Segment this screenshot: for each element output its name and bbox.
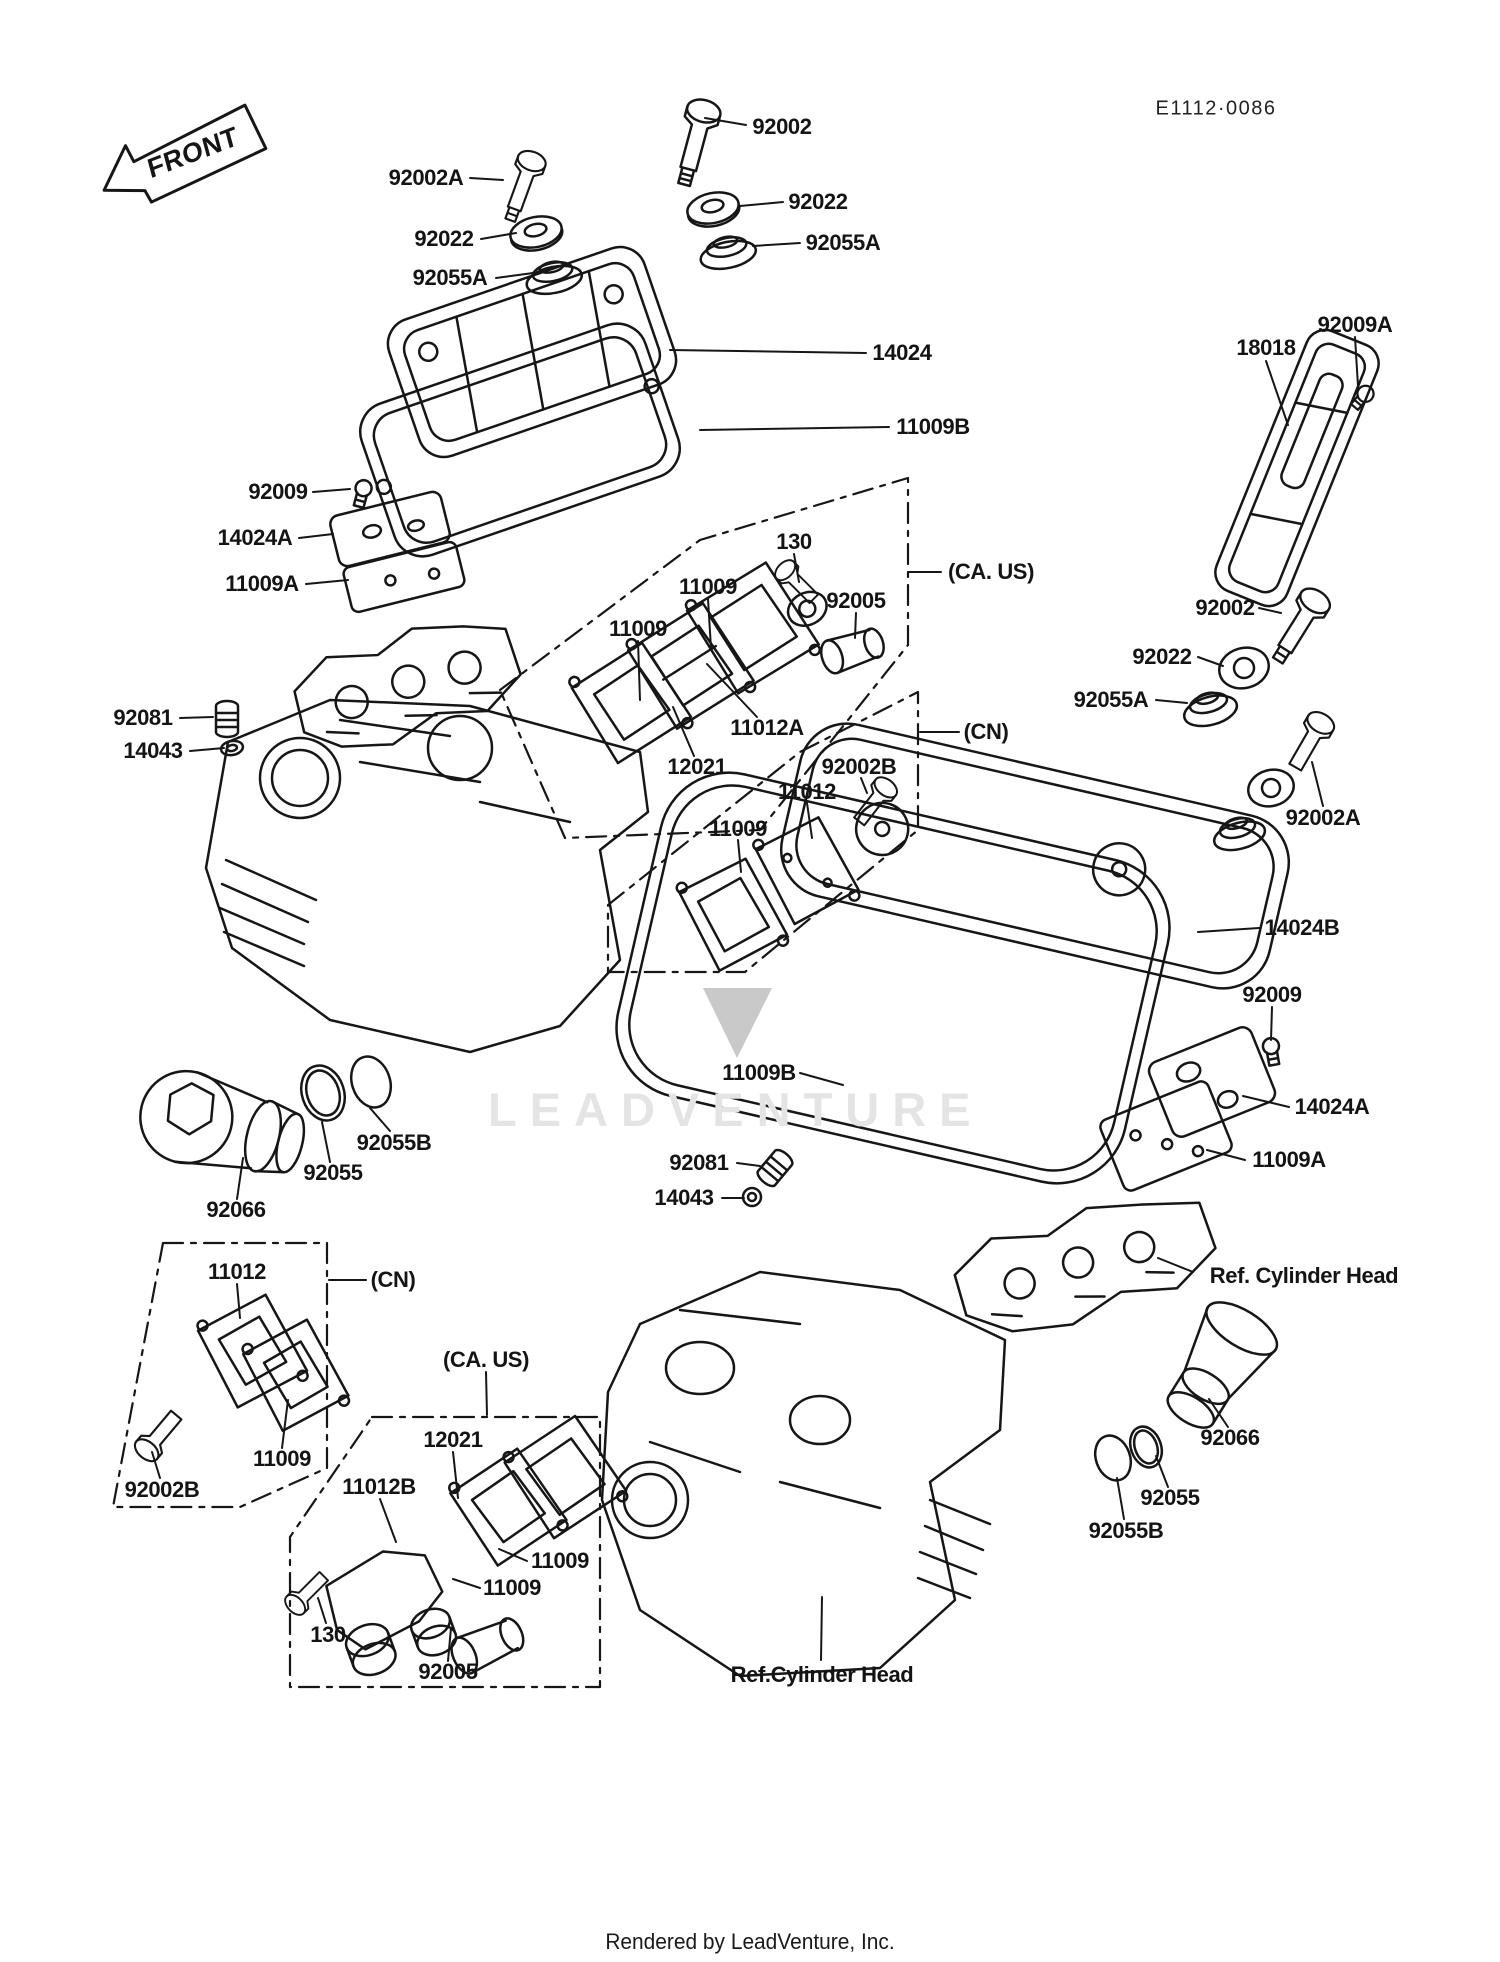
part-label-92005-bottom: 92005: [418, 1659, 478, 1684]
region-box-ca-us-top: [500, 478, 908, 838]
part-label-92055-left: 92055: [303, 1160, 363, 1185]
gasket-11009A-right: [1098, 1079, 1234, 1193]
part-label-92055A-right: 92055A: [1073, 687, 1149, 712]
part-label-130-bottom: 130: [310, 1622, 346, 1647]
front-label: FRONT: [144, 120, 242, 185]
part-label-92081-center: 92081: [669, 1150, 729, 1175]
washer-92022-topcenter: [684, 188, 742, 231]
part-label-11012-top: 11012: [778, 779, 836, 804]
part-label-ref-cylinder-head-bottom: Ref.Cylinder Head: [730, 1662, 914, 1687]
part-label-12021-bottom: 12021: [423, 1427, 483, 1452]
part-label-12021-top: 12021: [667, 754, 727, 779]
part-label-cn-botleft: (CN): [370, 1267, 416, 1292]
part-label-92066-right: 92066: [1200, 1425, 1260, 1450]
part-label-92022-right: 92022: [1132, 644, 1192, 669]
part-label-11009-cn-top: 11009: [709, 816, 767, 841]
part-label-11009-reed-left: 11009: [609, 616, 667, 641]
part-label-92002-top: 92002: [752, 114, 812, 139]
part-label-14024A-right: 14024A: [1294, 1094, 1370, 1119]
bolt-92002A-topleft: [497, 147, 549, 225]
bolt-130-top: [771, 556, 822, 607]
screw-92009-left: [351, 478, 373, 508]
part-label-130-top: 130: [776, 529, 812, 554]
part-label-92009-right: 92009: [1242, 982, 1302, 1007]
washer-92022-right: [1215, 642, 1274, 694]
part-label-14024A-left: 14024A: [217, 525, 293, 550]
grommet-92055A-topleft: [523, 256, 584, 298]
cylinder-head-front: [206, 700, 648, 1052]
part-label-14024B: 14024B: [1264, 915, 1340, 940]
plate-11012-cn-top: [752, 812, 862, 929]
part-label-92009A: 92009A: [1317, 312, 1393, 337]
part-label-11009B-center: 11009B: [722, 1060, 796, 1085]
spring-92081-left: [216, 701, 238, 737]
part-label-92081-left: 92081: [113, 705, 173, 730]
part-label-92055A-topcenter: 92055A: [805, 230, 881, 255]
watermark-logo-icon: [703, 988, 772, 1058]
part-label-11009-reed-upper: 11009: [679, 574, 737, 599]
part-label-11012B: 11012B: [342, 1474, 416, 1499]
watermark: LEADVENTURE: [488, 1083, 984, 1136]
part-label-11009-botleft: 11009: [253, 1446, 311, 1471]
part-label-11012A: 11012A: [730, 715, 804, 740]
grommet-92055A-right: [1180, 686, 1240, 731]
bolt-92002-right: [1264, 583, 1334, 669]
part-label-11009-bot-right: 11009: [531, 1548, 589, 1573]
leader-lines: [152, 118, 1358, 1661]
part-label-92002B-botleft: 92002B: [124, 1477, 200, 1502]
o-ring-92055-left: [294, 1060, 351, 1126]
part-label-ca-us-top: (CA. US): [947, 559, 1035, 584]
reed-holder-11012A: [683, 545, 845, 698]
bolt-92002-top: [668, 96, 723, 189]
part-label-11009A-right: 11009A: [1252, 1147, 1326, 1172]
part-label-11009-bot-lower: 11009: [483, 1575, 541, 1600]
part-label-92005-top: 92005: [826, 588, 886, 613]
part-label-ref-cylinder-head-right: Ref. Cylinder Head: [1209, 1263, 1399, 1288]
part-label-14043-left: 14043: [123, 738, 183, 763]
part-label-92002A-topleft: 92002A: [388, 165, 464, 190]
bolt-92002B-botleft: [131, 1406, 187, 1465]
gasket-11009-botleft: [240, 1316, 351, 1434]
cover-gasket-11009B-top: [351, 316, 688, 565]
part-label-92002A-right: 92002A: [1285, 805, 1361, 830]
part-label-92055-right: 92055: [1140, 1485, 1200, 1510]
fiche-code: E1112·0086: [1155, 97, 1277, 120]
part-label-11012-botleft: 11012: [208, 1259, 266, 1284]
part-label-92055B-right: 92055B: [1088, 1518, 1164, 1543]
part-label-92055A-topleft: 92055A: [412, 265, 488, 290]
part-label-18018: 18018: [1236, 335, 1296, 360]
part-label-14024: 14024: [872, 340, 932, 365]
damper-18018: [1209, 324, 1384, 612]
grommet-92055A-topcenter: [697, 231, 758, 273]
footer-credit: Rendered by LeadVenture, Inc.: [605, 1929, 895, 1954]
o-ring-92055B-left: [345, 1051, 397, 1112]
cam-carrier-right: [947, 1177, 1225, 1352]
part-label-92002-right: 92002: [1195, 595, 1255, 620]
gasket-11009-cn-top: [675, 853, 790, 975]
part-label-92002B-top: 92002B: [821, 754, 897, 779]
cylinder-head-rear: [602, 1272, 1005, 1676]
oil-plug-92066-left: [131, 1061, 313, 1190]
part-label-92009-left: 92009: [248, 479, 308, 504]
spring-92081-center: [755, 1147, 795, 1189]
part-label-cn-top: (CN): [963, 719, 1009, 744]
washer-14043-center: [743, 1188, 761, 1206]
screw-92009-right: [1262, 1037, 1282, 1066]
oil-pipe-92066-right: [1150, 1292, 1285, 1442]
holder-92005-top: [817, 624, 887, 676]
part-label-92022-topcenter: 92022: [788, 189, 848, 214]
part-label-ca-us-bottom: (CA. US): [442, 1347, 530, 1372]
bracket-14024A-right: [1146, 1024, 1278, 1139]
part-label-92066-left: 92066: [206, 1197, 266, 1222]
part-label-11009A-left: 11009A: [225, 571, 299, 596]
part-label-92055B-left: 92055B: [356, 1130, 432, 1155]
part-label-11009B-top: 11009B: [896, 414, 970, 439]
part-label-14043-center: 14043: [654, 1185, 714, 1210]
bolt-92002A-right: [1283, 708, 1338, 775]
part-label-92022-topleft: 92022: [414, 226, 474, 251]
